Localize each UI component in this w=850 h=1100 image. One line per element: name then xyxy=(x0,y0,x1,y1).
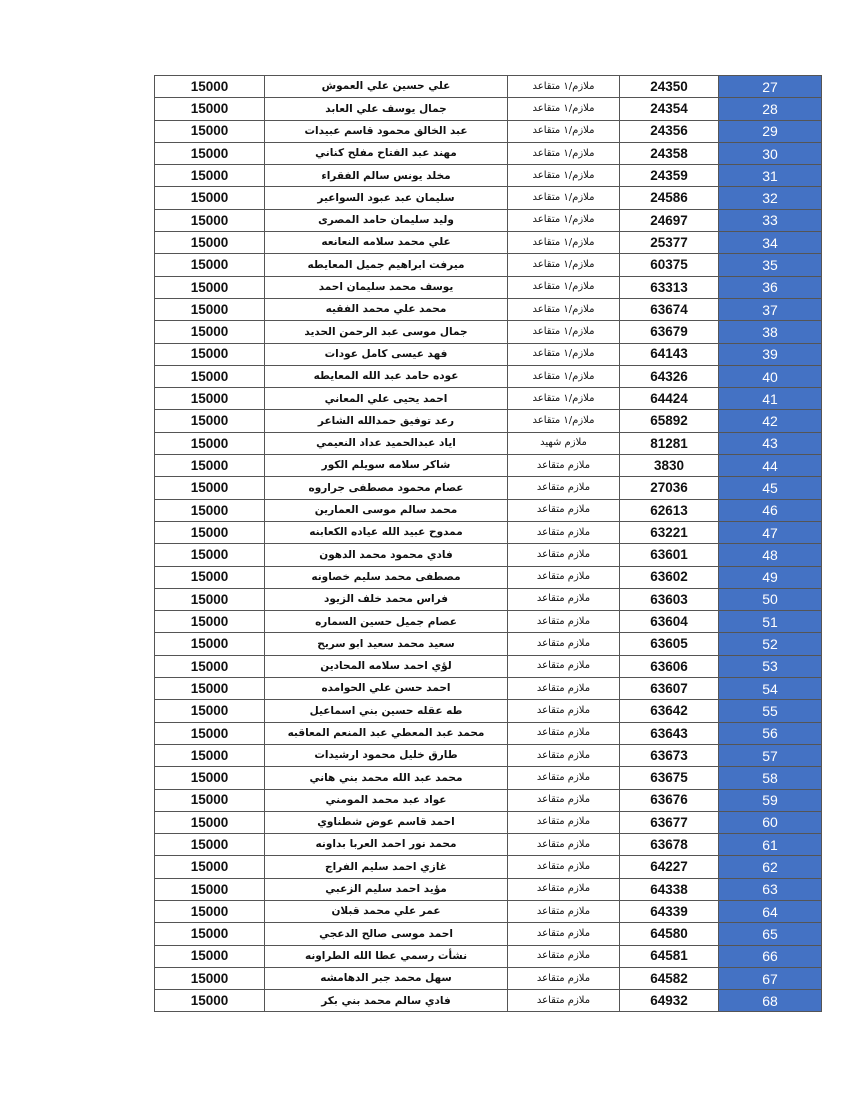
rank-cell: ملازم متقاعد xyxy=(508,789,620,811)
rank-cell: ملازم متقاعد xyxy=(508,499,620,521)
rank-cell: ملازم/١ متقاعد xyxy=(508,76,620,98)
rank-cell: ملازم/١ متقاعد xyxy=(508,165,620,187)
rank-cell: ملازم متقاعد xyxy=(508,588,620,610)
name-cell: محمد عبد الله محمد بني هاني xyxy=(265,767,508,789)
sequence-number-cell: 47 xyxy=(719,521,822,543)
table-row xyxy=(155,142,822,164)
rank-cell: ملازم متقاعد xyxy=(508,990,620,1012)
name-cell: يوسف محمد سليمان احمد xyxy=(265,276,508,298)
rank-cell: ملازم/١ متقاعد xyxy=(508,232,620,254)
military-id-cell: 24359 xyxy=(620,165,719,187)
amount-cell: 15000 xyxy=(155,967,265,989)
military-id-cell: 63674 xyxy=(620,298,719,320)
military-id-cell: 64143 xyxy=(620,343,719,365)
amount-cell: 15000 xyxy=(155,276,265,298)
military-id-cell: 63601 xyxy=(620,544,719,566)
name-cell: اياد عبدالحميد عداد النعيمي xyxy=(265,432,508,454)
name-cell: جمال موسى عبد الرحمن الحديد xyxy=(265,321,508,343)
sequence-number-cell: 66 xyxy=(719,945,822,967)
amount-cell: 15000 xyxy=(155,432,265,454)
name-cell: عوده حامد عبد الله المعايطه xyxy=(265,365,508,387)
amount-cell: 15000 xyxy=(155,923,265,945)
name-cell: وليد سليمان حامد المصرى xyxy=(265,209,508,231)
table-row xyxy=(155,744,822,766)
military-id-cell: 63607 xyxy=(620,678,719,700)
sequence-number-cell: 40 xyxy=(719,365,822,387)
table-row xyxy=(155,767,822,789)
amount-cell: 15000 xyxy=(155,142,265,164)
military-id-cell: 24358 xyxy=(620,142,719,164)
amount-cell: 15000 xyxy=(155,900,265,922)
military-id-cell: 63679 xyxy=(620,321,719,343)
rank-cell: ملازم متقاعد xyxy=(508,878,620,900)
amount-cell: 15000 xyxy=(155,678,265,700)
rank-cell: ملازم/١ متقاعد xyxy=(508,254,620,276)
rank-cell: ملازم متقاعد xyxy=(508,455,620,477)
table-row xyxy=(155,343,822,365)
rank-cell: ملازم متقاعد xyxy=(508,744,620,766)
table-row xyxy=(155,321,822,343)
military-id-cell: 64424 xyxy=(620,388,719,410)
name-cell: احمد حسن علي الحوامده xyxy=(265,678,508,700)
amount-cell: 15000 xyxy=(155,209,265,231)
rank-cell: ملازم متقاعد xyxy=(508,767,620,789)
table-row xyxy=(155,298,822,320)
sequence-number-cell: 51 xyxy=(719,611,822,633)
table-row xyxy=(155,209,822,231)
military-id-cell: 24697 xyxy=(620,209,719,231)
table-row xyxy=(155,990,822,1012)
amount-cell: 15000 xyxy=(155,499,265,521)
rank-cell: ملازم متقاعد xyxy=(508,900,620,922)
sequence-number-cell: 41 xyxy=(719,388,822,410)
name-cell: رعد توفيق حمدالله الشاعر xyxy=(265,410,508,432)
sequence-number-cell: 62 xyxy=(719,856,822,878)
sequence-number-cell: 37 xyxy=(719,298,822,320)
rank-cell: ملازم متقاعد xyxy=(508,834,620,856)
rank-cell: ملازم متقاعد xyxy=(508,544,620,566)
amount-cell: 15000 xyxy=(155,521,265,543)
table-row xyxy=(155,588,822,610)
name-cell: عصام محمود مصطفى جراروه xyxy=(265,477,508,499)
amount-cell: 15000 xyxy=(155,655,265,677)
table-row xyxy=(155,834,822,856)
table-row xyxy=(155,700,822,722)
rank-cell: ملازم/١ متقاعد xyxy=(508,410,620,432)
table-row xyxy=(155,477,822,499)
amount-cell: 15000 xyxy=(155,767,265,789)
amount-cell: 15000 xyxy=(155,700,265,722)
rank-cell: ملازم شهيد xyxy=(508,432,620,454)
name-cell: احمد قاسم عوض شطناوي xyxy=(265,811,508,833)
table-row xyxy=(155,633,822,655)
military-id-cell: 64227 xyxy=(620,856,719,878)
military-id-cell: 63676 xyxy=(620,789,719,811)
table-row xyxy=(155,566,822,588)
sequence-number-cell: 27 xyxy=(719,76,822,98)
military-id-cell: 63677 xyxy=(620,811,719,833)
sequence-number-cell: 67 xyxy=(719,967,822,989)
name-cell: محمد نور احمد العربا بداونه xyxy=(265,834,508,856)
name-cell: عبد الخالق محمود قاسم عبيدات xyxy=(265,120,508,142)
name-cell: عمر علي محمد قبلان xyxy=(265,900,508,922)
name-cell: نشأت رسمي عطا الله الطراونه xyxy=(265,945,508,967)
military-id-cell: 63673 xyxy=(620,744,719,766)
rank-cell: ملازم متقاعد xyxy=(508,722,620,744)
amount-cell: 15000 xyxy=(155,343,265,365)
military-id-cell: 24354 xyxy=(620,98,719,120)
sequence-number-cell: 68 xyxy=(719,990,822,1012)
name-cell: لؤي احمد سلامه المحادين xyxy=(265,655,508,677)
rank-cell: ملازم متقاعد xyxy=(508,923,620,945)
sequence-number-cell: 34 xyxy=(719,232,822,254)
table-row xyxy=(155,967,822,989)
sequence-number-cell: 36 xyxy=(719,276,822,298)
name-cell: عصام جميل حسين السماره xyxy=(265,611,508,633)
sequence-number-cell: 33 xyxy=(719,209,822,231)
military-id-cell: 64338 xyxy=(620,878,719,900)
table-row xyxy=(155,878,822,900)
table-row xyxy=(155,722,822,744)
name-cell: سهل محمد جبر الدهامشه xyxy=(265,967,508,989)
military-id-cell: 24356 xyxy=(620,120,719,142)
sequence-number-cell: 46 xyxy=(719,499,822,521)
sequence-number-cell: 44 xyxy=(719,455,822,477)
name-cell: فراس محمد خلف الزيود xyxy=(265,588,508,610)
military-id-cell: 64582 xyxy=(620,967,719,989)
amount-cell: 15000 xyxy=(155,722,265,744)
name-cell: محمد عبد المعطي عبد المنعم المعاقبه xyxy=(265,722,508,744)
military-id-cell: 64932 xyxy=(620,990,719,1012)
military-id-cell: 63313 xyxy=(620,276,719,298)
military-id-cell: 62613 xyxy=(620,499,719,521)
name-cell: فادي سالم محمد بني بكر xyxy=(265,990,508,1012)
table-row xyxy=(155,232,822,254)
name-cell: شاكر سلامه سويلم الكور xyxy=(265,455,508,477)
name-cell: ميرفت ابراهيم جميل المعايطه xyxy=(265,254,508,276)
table-row xyxy=(155,856,822,878)
military-id-cell: 24350 xyxy=(620,76,719,98)
military-id-cell: 24586 xyxy=(620,187,719,209)
military-id-cell: 64339 xyxy=(620,900,719,922)
rank-cell: ملازم/١ متقاعد xyxy=(508,298,620,320)
name-cell: علي حسين علي العموش xyxy=(265,76,508,98)
sequence-number-cell: 28 xyxy=(719,98,822,120)
table-row xyxy=(155,98,822,120)
table-row xyxy=(155,923,822,945)
table-row xyxy=(155,900,822,922)
rank-cell: ملازم متقاعد xyxy=(508,811,620,833)
military-id-cell: 63603 xyxy=(620,588,719,610)
sequence-number-cell: 48 xyxy=(719,544,822,566)
sequence-number-cell: 49 xyxy=(719,566,822,588)
sequence-number-cell: 45 xyxy=(719,477,822,499)
military-id-cell: 3830 xyxy=(620,455,719,477)
amount-cell: 15000 xyxy=(155,254,265,276)
rank-cell: ملازم متقاعد xyxy=(508,655,620,677)
amount-cell: 15000 xyxy=(155,588,265,610)
amount-cell: 15000 xyxy=(155,232,265,254)
name-cell: فهد عيسى كامل عودات xyxy=(265,343,508,365)
name-cell: مهند عبد الفتاح مفلح كناني xyxy=(265,142,508,164)
rank-cell: ملازم متقاعد xyxy=(508,678,620,700)
military-id-cell: 60375 xyxy=(620,254,719,276)
amount-cell: 15000 xyxy=(155,611,265,633)
table-row xyxy=(155,945,822,967)
amount-cell: 15000 xyxy=(155,120,265,142)
table-row xyxy=(155,365,822,387)
name-cell: مخلد يونس سالم الفقراء xyxy=(265,165,508,187)
table-row xyxy=(155,499,822,521)
sequence-number-cell: 35 xyxy=(719,254,822,276)
amount-cell: 15000 xyxy=(155,633,265,655)
amount-cell: 15000 xyxy=(155,834,265,856)
amount-cell: 15000 xyxy=(155,298,265,320)
rank-cell: ملازم متقاعد xyxy=(508,967,620,989)
rank-cell: ملازم متقاعد xyxy=(508,477,620,499)
military-id-cell: 63678 xyxy=(620,834,719,856)
name-cell: علي محمد سلامه النعانعه xyxy=(265,232,508,254)
sequence-number-cell: 50 xyxy=(719,588,822,610)
amount-cell: 15000 xyxy=(155,878,265,900)
amount-cell: 15000 xyxy=(155,76,265,98)
military-id-cell: 63602 xyxy=(620,566,719,588)
military-id-cell: 64580 xyxy=(620,923,719,945)
rank-cell: ملازم متقاعد xyxy=(508,633,620,655)
roster-table xyxy=(154,75,822,1012)
amount-cell: 15000 xyxy=(155,98,265,120)
sequence-number-cell: 55 xyxy=(719,700,822,722)
name-cell: غازي احمد سليم الفراج xyxy=(265,856,508,878)
rank-cell: ملازم/١ متقاعد xyxy=(508,209,620,231)
rank-cell: ملازم متقاعد xyxy=(508,945,620,967)
sequence-number-cell: 39 xyxy=(719,343,822,365)
rank-cell: ملازم متقاعد xyxy=(508,566,620,588)
rank-cell: ملازم/١ متقاعد xyxy=(508,321,620,343)
amount-cell: 15000 xyxy=(155,365,265,387)
rank-cell: ملازم متقاعد xyxy=(508,700,620,722)
name-cell: سعيد محمد سعيد ابو سريح xyxy=(265,633,508,655)
rank-cell: ملازم/١ متقاعد xyxy=(508,343,620,365)
sequence-number-cell: 59 xyxy=(719,789,822,811)
sequence-number-cell: 43 xyxy=(719,432,822,454)
rank-cell: ملازم/١ متقاعد xyxy=(508,120,620,142)
name-cell: سليمان عبد عبود السواعير xyxy=(265,187,508,209)
sequence-number-cell: 65 xyxy=(719,923,822,945)
name-cell: مصطفى محمد سليم خصاونه xyxy=(265,566,508,588)
military-id-cell: 27036 xyxy=(620,477,719,499)
sequence-number-cell: 56 xyxy=(719,722,822,744)
table-row xyxy=(155,432,822,454)
name-cell: ممدوح عبيد الله عياده الكعابنه xyxy=(265,521,508,543)
table-row xyxy=(155,187,822,209)
military-id-cell: 25377 xyxy=(620,232,719,254)
table-row xyxy=(155,789,822,811)
name-cell: محمد علي محمد الفقيه xyxy=(265,298,508,320)
rank-cell: ملازم/١ متقاعد xyxy=(508,187,620,209)
table-row xyxy=(155,655,822,677)
sequence-number-cell: 53 xyxy=(719,655,822,677)
military-id-cell: 64326 xyxy=(620,365,719,387)
sequence-number-cell: 52 xyxy=(719,633,822,655)
roster-sheet xyxy=(154,75,821,1012)
sequence-number-cell: 32 xyxy=(719,187,822,209)
amount-cell: 15000 xyxy=(155,990,265,1012)
military-id-cell: 63604 xyxy=(620,611,719,633)
amount-cell: 15000 xyxy=(155,544,265,566)
rank-cell: ملازم متقاعد xyxy=(508,856,620,878)
military-id-cell: 63675 xyxy=(620,767,719,789)
sequence-number-cell: 38 xyxy=(719,321,822,343)
table-row xyxy=(155,165,822,187)
amount-cell: 15000 xyxy=(155,856,265,878)
table-row xyxy=(155,521,822,543)
name-cell: احمد يحيى علي المعاني xyxy=(265,388,508,410)
sequence-number-cell: 31 xyxy=(719,165,822,187)
sequence-number-cell: 63 xyxy=(719,878,822,900)
amount-cell: 15000 xyxy=(155,945,265,967)
amount-cell: 15000 xyxy=(155,321,265,343)
military-id-cell: 63605 xyxy=(620,633,719,655)
military-id-cell: 63643 xyxy=(620,722,719,744)
amount-cell: 15000 xyxy=(155,187,265,209)
table-row xyxy=(155,76,822,98)
sequence-number-cell: 58 xyxy=(719,767,822,789)
military-id-cell: 81281 xyxy=(620,432,719,454)
rank-cell: ملازم متقاعد xyxy=(508,611,620,633)
name-cell: طه عقله حسين بني اسماعيل xyxy=(265,700,508,722)
table-row xyxy=(155,388,822,410)
sequence-number-cell: 54 xyxy=(719,678,822,700)
sequence-number-cell: 64 xyxy=(719,900,822,922)
sequence-number-cell: 42 xyxy=(719,410,822,432)
amount-cell: 15000 xyxy=(155,744,265,766)
amount-cell: 15000 xyxy=(155,388,265,410)
name-cell: عواد عبد محمد المومني xyxy=(265,789,508,811)
rank-cell: ملازم/١ متقاعد xyxy=(508,365,620,387)
table-row xyxy=(155,811,822,833)
table-row xyxy=(155,276,822,298)
sequence-number-cell: 30 xyxy=(719,142,822,164)
military-id-cell: 65892 xyxy=(620,410,719,432)
amount-cell: 15000 xyxy=(155,789,265,811)
sequence-number-cell: 61 xyxy=(719,834,822,856)
name-cell: طارق خليل محمود ارشيدات xyxy=(265,744,508,766)
name-cell: جمال يوسف علي العابد xyxy=(265,98,508,120)
amount-cell: 15000 xyxy=(155,165,265,187)
rank-cell: ملازم/١ متقاعد xyxy=(508,276,620,298)
rank-cell: ملازم متقاعد xyxy=(508,521,620,543)
amount-cell: 15000 xyxy=(155,477,265,499)
military-id-cell: 63606 xyxy=(620,655,719,677)
name-cell: مؤيد احمد سليم الزعبي xyxy=(265,878,508,900)
sequence-number-cell: 57 xyxy=(719,744,822,766)
military-id-cell: 63221 xyxy=(620,521,719,543)
name-cell: فادي محمود محمد الدهون xyxy=(265,544,508,566)
name-cell: احمد موسى صالح الدعجي xyxy=(265,923,508,945)
table-row xyxy=(155,455,822,477)
name-cell: محمد سالم موسى العمارين xyxy=(265,499,508,521)
amount-cell: 15000 xyxy=(155,811,265,833)
roster-table-body xyxy=(155,76,822,1012)
rank-cell: ملازم/١ متقاعد xyxy=(508,142,620,164)
military-id-cell: 63642 xyxy=(620,700,719,722)
military-id-cell: 64581 xyxy=(620,945,719,967)
table-row xyxy=(155,120,822,142)
amount-cell: 15000 xyxy=(155,455,265,477)
table-row xyxy=(155,254,822,276)
table-row xyxy=(155,544,822,566)
sequence-number-cell: 29 xyxy=(719,120,822,142)
amount-cell: 15000 xyxy=(155,410,265,432)
amount-cell: 15000 xyxy=(155,566,265,588)
rank-cell: ملازم/١ متقاعد xyxy=(508,388,620,410)
table-row xyxy=(155,611,822,633)
table-row xyxy=(155,410,822,432)
rank-cell: ملازم/١ متقاعد xyxy=(508,98,620,120)
sequence-number-cell: 60 xyxy=(719,811,822,833)
table-row xyxy=(155,678,822,700)
